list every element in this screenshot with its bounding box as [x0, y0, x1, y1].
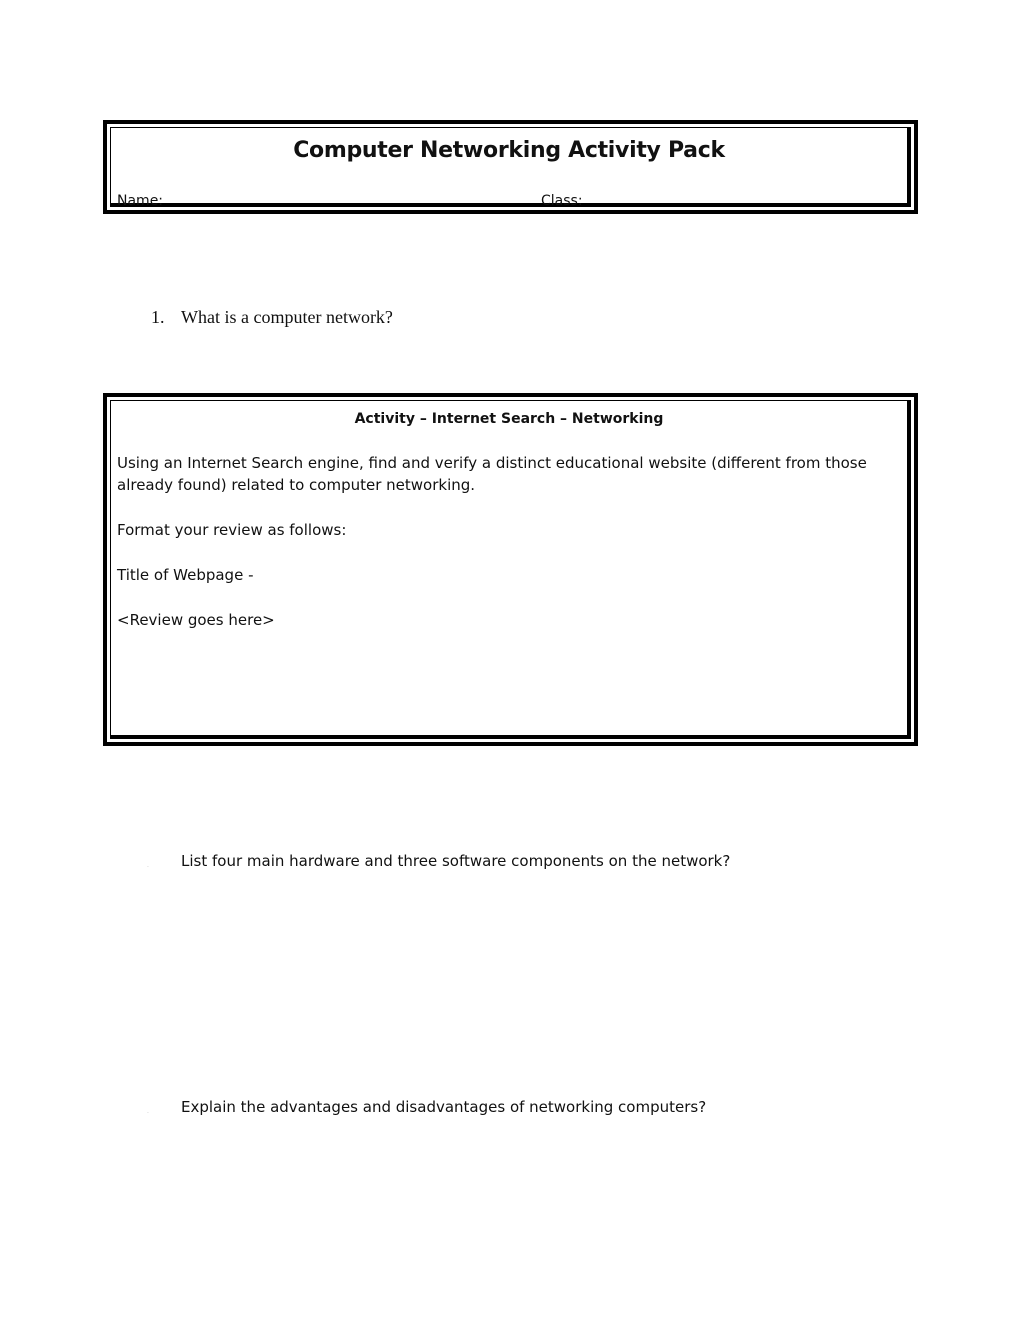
question-2-marker: . [147, 862, 149, 869]
class-field-label: Class: [541, 193, 583, 209]
activity-format-line: Format your review as follows: [117, 521, 347, 539]
header-box-inner [110, 127, 911, 207]
activity-box [103, 393, 918, 746]
question-3-marker: . [147, 1108, 149, 1115]
activity-box-inner [110, 400, 911, 739]
question-1-number: 1. [151, 307, 165, 327]
activity-instruction: Using an Internet Search engine, find and verify a distinct educational website (different from those already found) related to computer networking. [117, 454, 867, 494]
activity-title: Activity – Internet Search – Networking [354, 411, 664, 427]
header-box [103, 120, 918, 214]
activity-title-line: Title of Webpage - [117, 566, 254, 584]
name-field-label: Name: [117, 193, 164, 209]
activity-review-placeholder: <Review goes here> [117, 611, 275, 629]
question-1 [151, 307, 393, 328]
document-title: Computer Networking Activity Pack [293, 138, 725, 163]
question-3-text: Explain the advantages and disadvantages of networking computers? [181, 1098, 707, 1116]
question-2-text: List four main hardware and three software components on the network? [181, 852, 731, 870]
question-1-text: What is a computer network? [181, 307, 393, 327]
